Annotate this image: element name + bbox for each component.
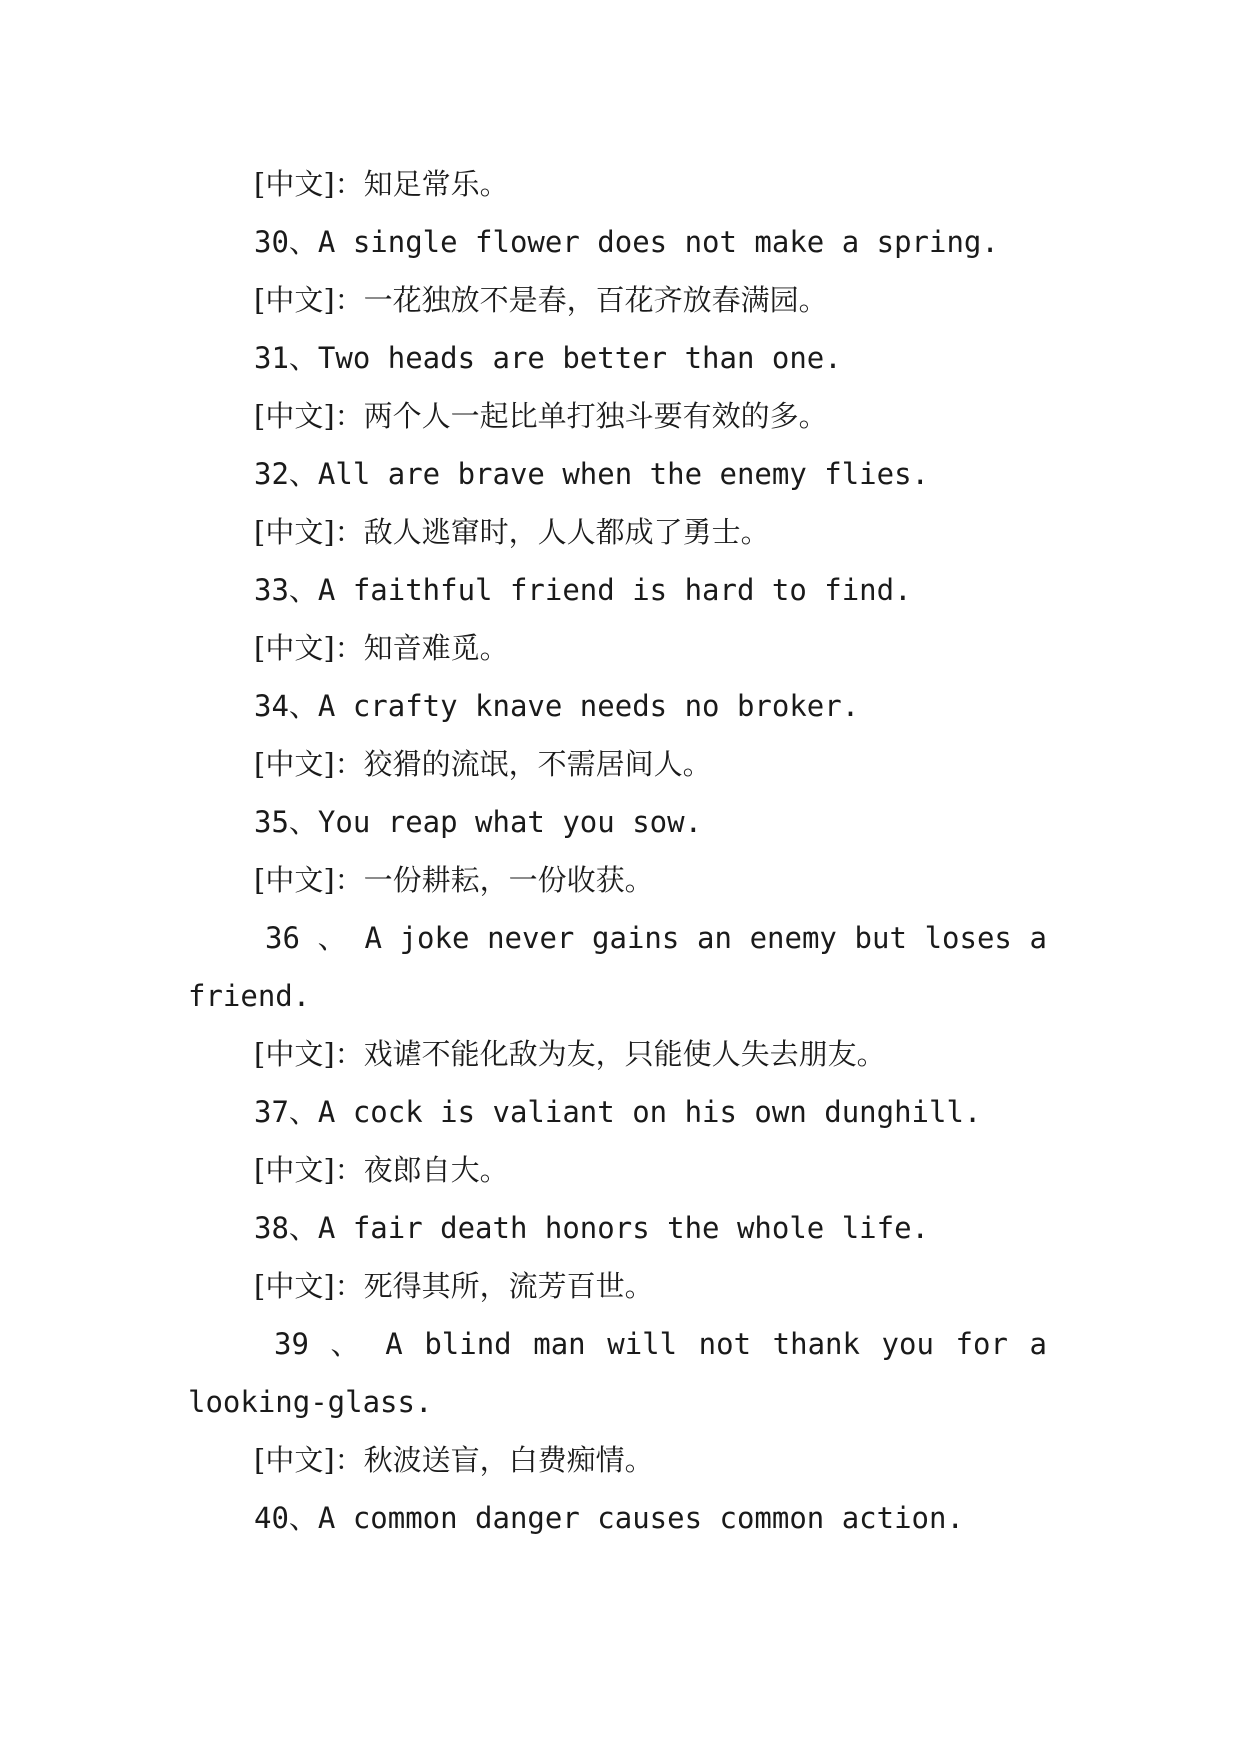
translation-line: [中文]：知足常乐。 (254, 167, 509, 201)
translation-line: [中文]：夜郎自大。 (254, 1153, 509, 1187)
proverb-line: 34、A crafty knave needs no broker. (254, 689, 860, 723)
proverb-line: 31、Two heads are better than one. (254, 341, 842, 375)
proverb-line: 35、You reap what you sow. (254, 805, 703, 839)
translation-line: [中文]：秋波送盲，白费痴情。 (254, 1443, 654, 1477)
translation-line: [中文]：戏谑不能化敌为友，只能使人失去朋友。 (254, 1037, 886, 1071)
translation-line: [中文]：两个人一起比单打独斗要有效的多。 (254, 399, 828, 433)
proverb-continuation: friend. (188, 979, 311, 1013)
proverb-line: 37、A cock is valiant on his own dunghill. (254, 1095, 982, 1129)
translation-line: [中文]：死得其所，流芳百世。 (254, 1269, 654, 1303)
proverb-line: 38、A fair death honors the whole life. (254, 1211, 930, 1245)
translation-line: [中文]：敌人逃窜时，人人都成了勇士。 (254, 515, 770, 549)
proverb-line: 30、A single flower does not make a spring. (254, 225, 999, 259)
translation-line: [中文]：狡猾的流氓，不需居间人。 (254, 747, 712, 781)
proverb-continuation: looking-glass. (188, 1385, 433, 1419)
proverb-line: 40、A common danger causes common action. (254, 1501, 964, 1535)
proverb-line: 32、All are brave when the enemy flies. (254, 457, 930, 491)
proverb-line: 36 、 A joke never gains an enemy but loses a (265, 921, 1047, 955)
proverb-line: 39 、 A blind man will not thank you for a (274, 1327, 1047, 1361)
translation-line: [中文]：一花独放不是春，百花齐放春满园。 (254, 283, 828, 317)
translation-line: [中文]：一份耕耘，一份收获。 (254, 863, 654, 897)
proverb-line: 33、A faithful friend is hard to find. (254, 573, 912, 607)
translation-line: [中文]：知音难觅。 (254, 631, 509, 665)
